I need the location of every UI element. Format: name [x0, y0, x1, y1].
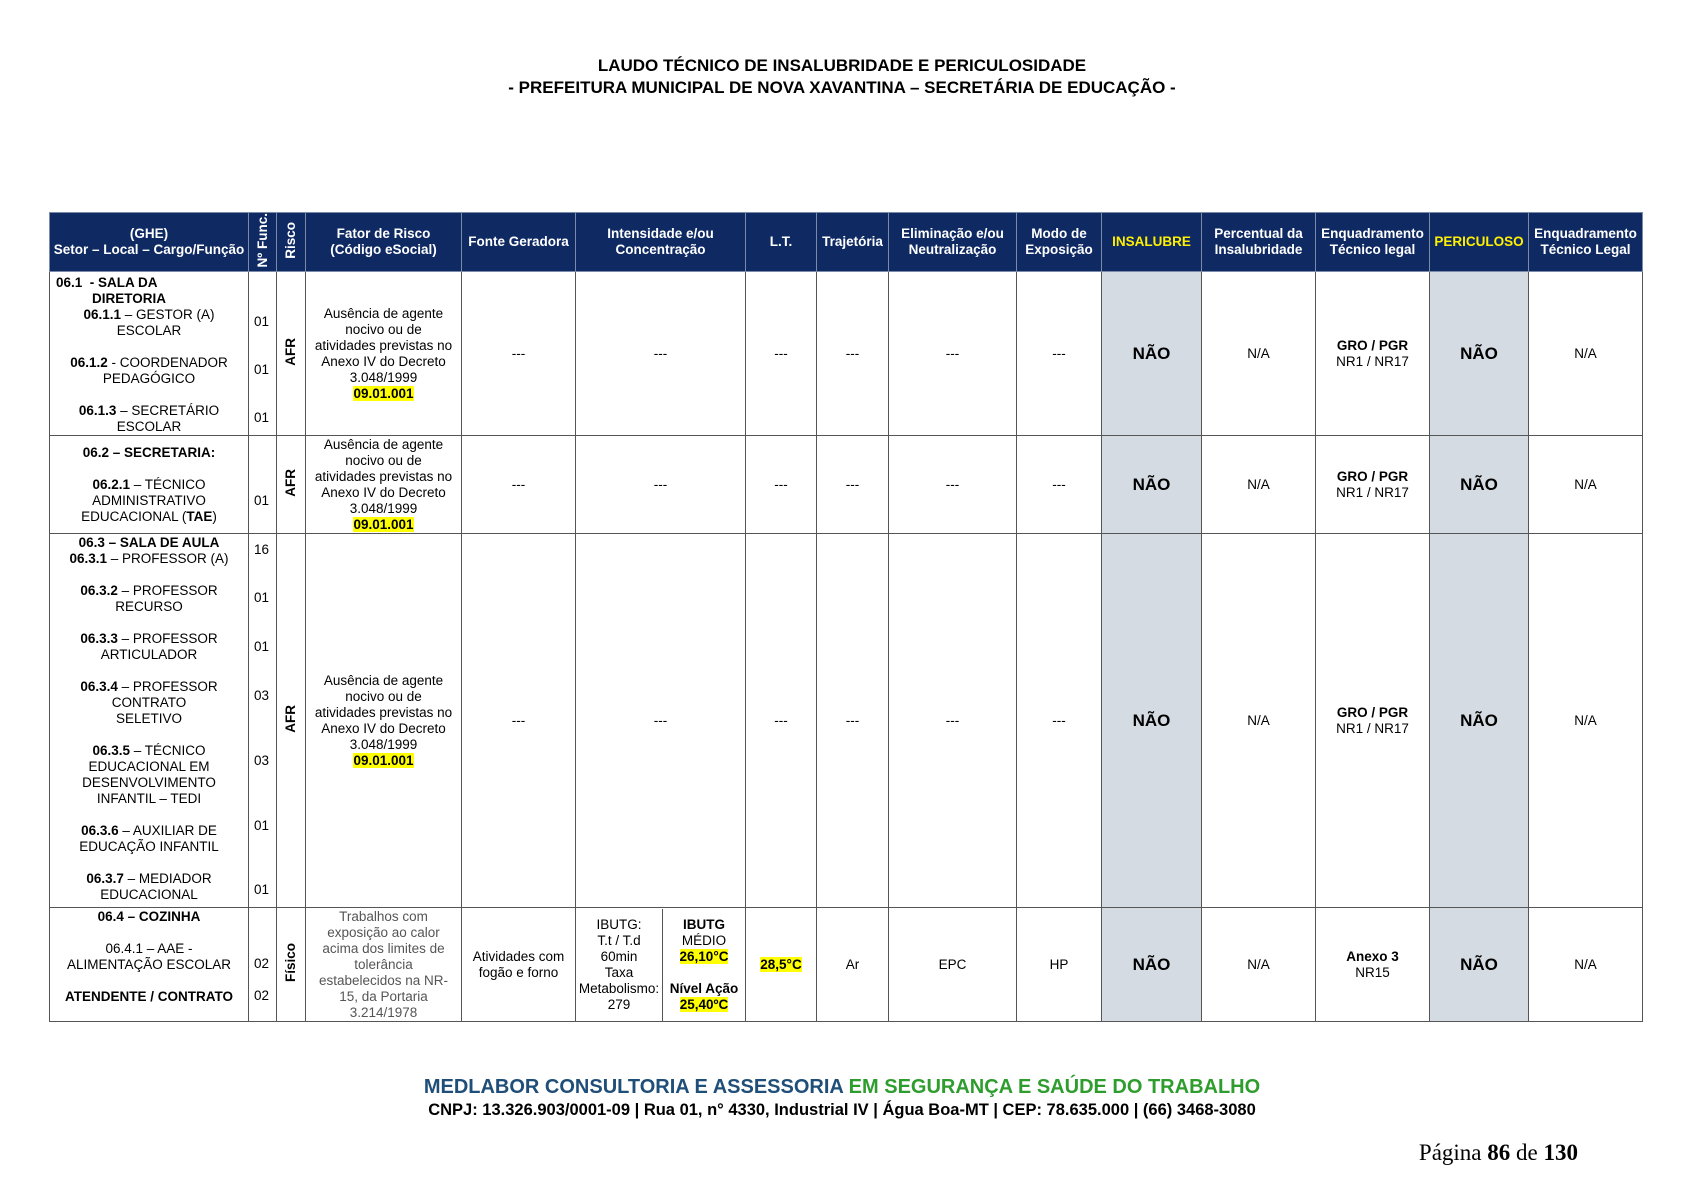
- percentual-cell: N/A: [1202, 908, 1316, 1022]
- col-eliminacao: Eliminação e/ou Neutralização: [889, 213, 1017, 272]
- table-row: [50, 534, 1643, 908]
- lt-cell: ---: [746, 534, 817, 908]
- fator-cell: Ausência de agente nocivo ou de atividades previstas no Anexo IV do Decreto 3.048/1999 09.01.001: [306, 272, 462, 436]
- col-intensidade: Intensidade e/ou Concentração: [576, 213, 746, 272]
- col-periculoso: PERICULOSO: [1430, 213, 1529, 272]
- col-trajetoria: Trajetória: [817, 213, 889, 272]
- periculoso-cell: NÃO: [1430, 908, 1529, 1022]
- insalubre-cell: NÃO: [1102, 436, 1202, 534]
- fonte-cell: ---: [462, 534, 576, 908]
- footer-company: MEDLABOR CONSULTORIA E ASSESSORIA EM SEGURANÇA E SAÚDE DO TRABALHO: [423, 1076, 1261, 1098]
- enquadramento-2-cell: N/A: [1529, 534, 1643, 908]
- enquadramento-cell: GRO / PGR NR1 / NR17: [1316, 534, 1430, 908]
- page-number: Página 86 de 130: [1418, 1140, 1578, 1165]
- intensidade-cell: ---: [576, 436, 746, 534]
- col-ghe: (GHE) Setor – Local – Cargo/Função: [50, 213, 249, 272]
- risco-cell: AFR: [277, 272, 306, 436]
- enquadramento-cell: Anexo 3 NR15: [1316, 908, 1430, 1022]
- fator-cell: Ausência de agente nocivo ou de atividades previstas no Anexo IV do Decreto 3.048/1999 09.01.001: [306, 534, 462, 908]
- enquadramento-2-cell: N/A: [1529, 908, 1643, 1022]
- footer-address: CNPJ: 13.326.903/0001-09 | Rua 01, n° 4330, Industrial IV | Água Boa-MT | CEP: 78.635.000 | (66) 3468-3080: [428, 1101, 1256, 1119]
- lt-cell: 28,5°C: [746, 908, 817, 1022]
- enquadramento-cell: GRO / PGR NR1 / NR17: [1316, 436, 1430, 534]
- enquadramento-2-cell: N/A: [1529, 272, 1643, 436]
- eliminacao-cell: ---: [889, 436, 1017, 534]
- document-title: LAUDO TÉCNICO DE INSALUBRIDADE E PERICULOSIDADE: [597, 56, 1087, 75]
- trajetoria-cell: ---: [817, 272, 889, 436]
- setor-cell: 06.4 – COZINHA 06.4.1 – AAE - ALIMENTAÇÃO ESCOLAR ATENDENTE / CONTRATO: [50, 908, 249, 1022]
- trajetoria-cell: Ar: [817, 908, 889, 1022]
- table-row: [50, 436, 1643, 534]
- col-enquadramento-1: Enquadramento Técnico legal: [1316, 213, 1430, 272]
- lt-cell: ---: [746, 436, 817, 534]
- table-row: [50, 908, 1643, 1022]
- percentual-cell: N/A: [1202, 534, 1316, 908]
- lt-cell: ---: [746, 272, 817, 436]
- col-fonte: Fonte Geradora: [462, 213, 576, 272]
- table-row: [50, 272, 1643, 436]
- ibutg-params: IBUTG: T.t / T.d 60min Taxa Metabolismo: 279: [576, 909, 663, 1021]
- risco-cell: AFR: [277, 436, 306, 534]
- risk-table: [49, 212, 1643, 1022]
- fonte-cell: ---: [462, 272, 576, 436]
- col-fator: Fator de Risco (Código eSocial): [306, 213, 462, 272]
- setor-cell: 06.1 - SALA DA DIRETORIA 06.1.1 – GESTOR (A) ESCOLAR 06.1.2 - COORDENADOR PEDAGÓGICO 06.1.3 – SECRETÁRIO ESCOLAR: [50, 272, 249, 436]
- setor-cell: 06.2 – SECRETARIA: 06.2.1 – TÉCNICO ADMINISTRATIVO EDUCACIONAL (TAE): [50, 436, 249, 534]
- periculoso-cell: NÃO: [1430, 272, 1529, 436]
- modo-cell: ---: [1017, 272, 1102, 436]
- intensidade-cell: [576, 908, 746, 1022]
- fator-cell: Trabalhos com exposição ao calor acima dos limites de tolerância estabelecidos na NR- 15, da Portaria 3.214/1978: [306, 908, 462, 1022]
- percentual-cell: N/A: [1202, 436, 1316, 534]
- col-nfunc: Nº Func.: [249, 213, 277, 272]
- table-header-row: [50, 213, 1643, 272]
- ibutg-values: IBUTG MÉDIO 26,10°C Nível Ação 25,40ºC: [669, 916, 739, 1012]
- risco-cell: AFR: [277, 534, 306, 908]
- eliminacao-cell: EPC: [889, 908, 1017, 1022]
- nfunc-cell: 01 01 01: [249, 272, 277, 436]
- nfunc-cell: 16 01 01 03 03 01 01: [249, 534, 277, 908]
- col-lt: L.T.: [746, 213, 817, 272]
- col-insalubre: INSALUBRE: [1102, 213, 1202, 272]
- modo-cell: HP: [1017, 908, 1102, 1022]
- enquadramento-cell: GRO / PGR NR1 / NR17: [1316, 272, 1430, 436]
- col-enquadramento-2: Enquadramento Técnico Legal: [1529, 213, 1643, 272]
- modo-cell: ---: [1017, 534, 1102, 908]
- periculoso-cell: NÃO: [1430, 436, 1529, 534]
- risco-cell: Físico: [277, 908, 306, 1022]
- insalubre-cell: NÃO: [1102, 908, 1202, 1022]
- nfunc-cell: 01: [249, 436, 277, 534]
- modo-cell: ---: [1017, 436, 1102, 534]
- intensidade-cell: ---: [576, 534, 746, 908]
- enquadramento-2-cell: N/A: [1529, 436, 1643, 534]
- fonte-cell: ---: [462, 436, 576, 534]
- eliminacao-cell: ---: [889, 272, 1017, 436]
- document-subtitle: - PREFEITURA MUNICIPAL DE NOVA XAVANTINA – SECRETÁRIA DE EDUCAÇÃO -: [508, 78, 1176, 97]
- percentual-cell: N/A: [1202, 272, 1316, 436]
- setor-cell: 06.3 – SALA DE AULA 06.3.1 – PROFESSOR (A) 06.3.2 – PROFESSOR RECURSO 06.3.3 – PROFESSOR ARTICULADOR 06.3.4 – PROFESSOR CONTRATO SELETIVO 06.3.5 – TÉCNICO EDUCACIONAL EM DESENVOLVIMENTO INFANTIL – TEDI 06.3.6 – AUXILIAR DE EDUCAÇÃO INFANTIL 06.3.7 – MEDIADOR EDUCACIONAL: [50, 534, 249, 908]
- col-percentual: Percentual da Insalubridade: [1202, 213, 1316, 272]
- col-modo: Modo de Exposição: [1017, 213, 1102, 272]
- nfunc-cell: 02 02: [249, 908, 277, 1022]
- trajetoria-cell: ---: [817, 534, 889, 908]
- fator-cell: Ausência de agente nocivo ou de atividades previstas no Anexo IV do Decreto 3.048/1999 09.01.001: [306, 436, 462, 534]
- periculoso-cell: NÃO: [1430, 534, 1529, 908]
- insalubre-cell: NÃO: [1102, 534, 1202, 908]
- col-risco: Risco: [277, 213, 306, 272]
- trajetoria-cell: ---: [817, 436, 889, 534]
- intensidade-cell: ---: [576, 272, 746, 436]
- fonte-cell: Atividades com fogão e forno: [462, 908, 576, 1022]
- eliminacao-cell: ---: [889, 534, 1017, 908]
- insalubre-cell: NÃO: [1102, 272, 1202, 436]
